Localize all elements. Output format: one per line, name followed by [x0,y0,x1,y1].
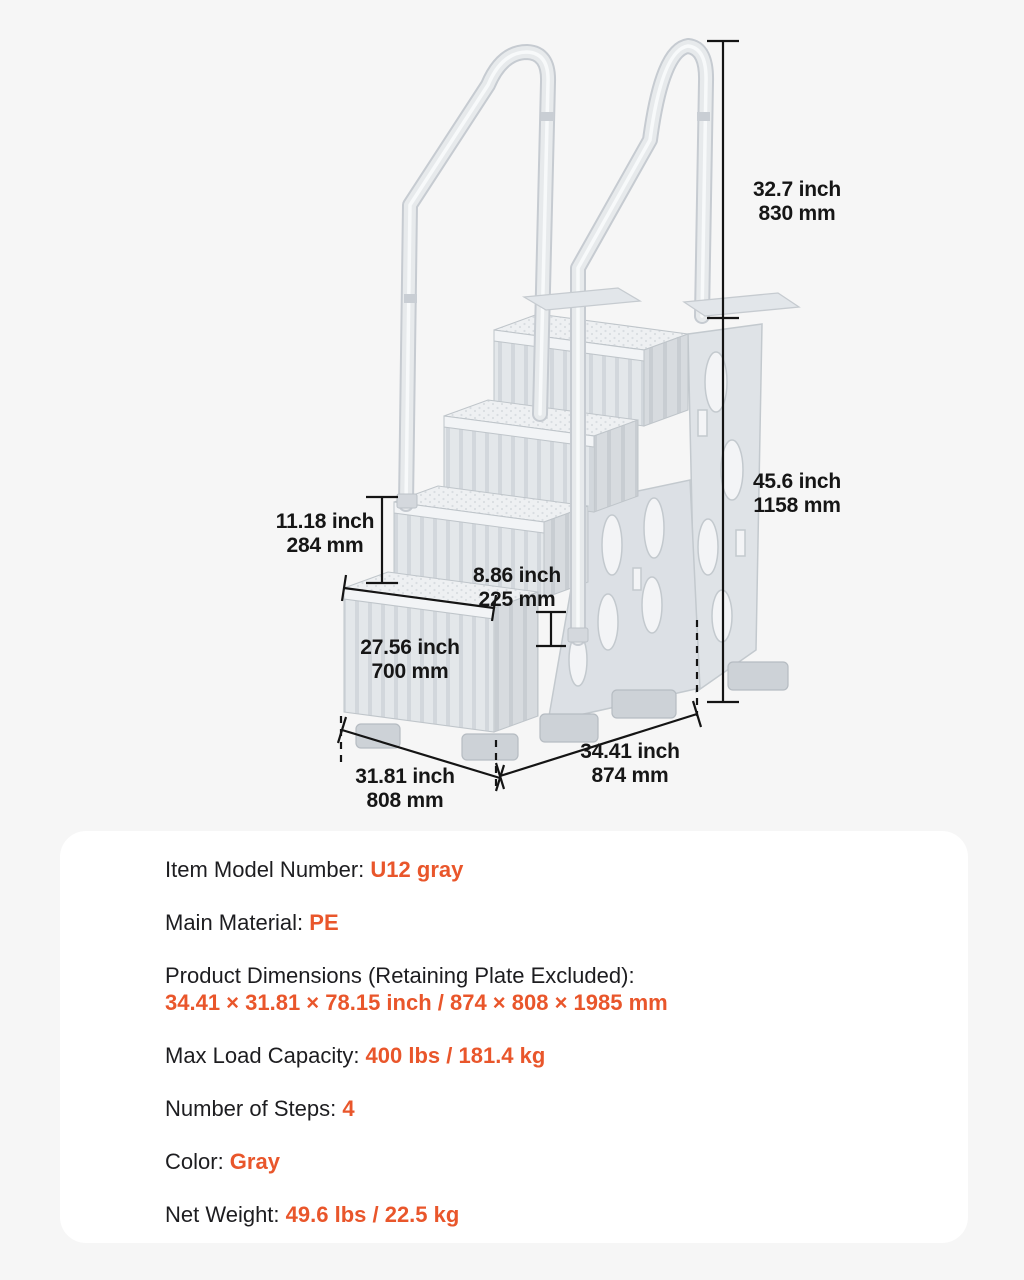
dim-step-width: 27.56 inch 700 mm [360,636,460,683]
spec-row-material: Main Material: PE [165,910,339,935]
spec-row-weight: Net Weight: 49.6 lbs / 22.5 kg [165,1202,460,1227]
dim-step-depth: 8.86 inch 225 mm [472,564,562,611]
dim-step-rise: 11.18 inch 284 mm [275,510,375,557]
deck-plates [524,288,799,316]
spec-row-color: Color: Gray [165,1149,280,1174]
dim-total-height: 45.6 inch 1158 mm [752,470,842,517]
spec-row-model: Item Model Number: U12 gray [165,857,464,882]
dim-base-width: 34.41 inch 874 mm [580,740,680,787]
dim-rail-height: 32.7 inch 830 mm [752,178,842,225]
spec-row-load-capacity: Max Load Capacity: 400 lbs / 181.4 kg [165,1043,546,1068]
spec-row-dimensions: Product Dimensions (Retaining Plate Excluded): 34.41 × 31.81 × 78.15 inch / 874 × 808 × 1985 mm [165,963,668,1015]
spec-card [60,831,968,1243]
spec-row-steps: Number of Steps: 4 [165,1096,355,1121]
dim-base-depth: 31.81 inch 808 mm [355,765,455,812]
